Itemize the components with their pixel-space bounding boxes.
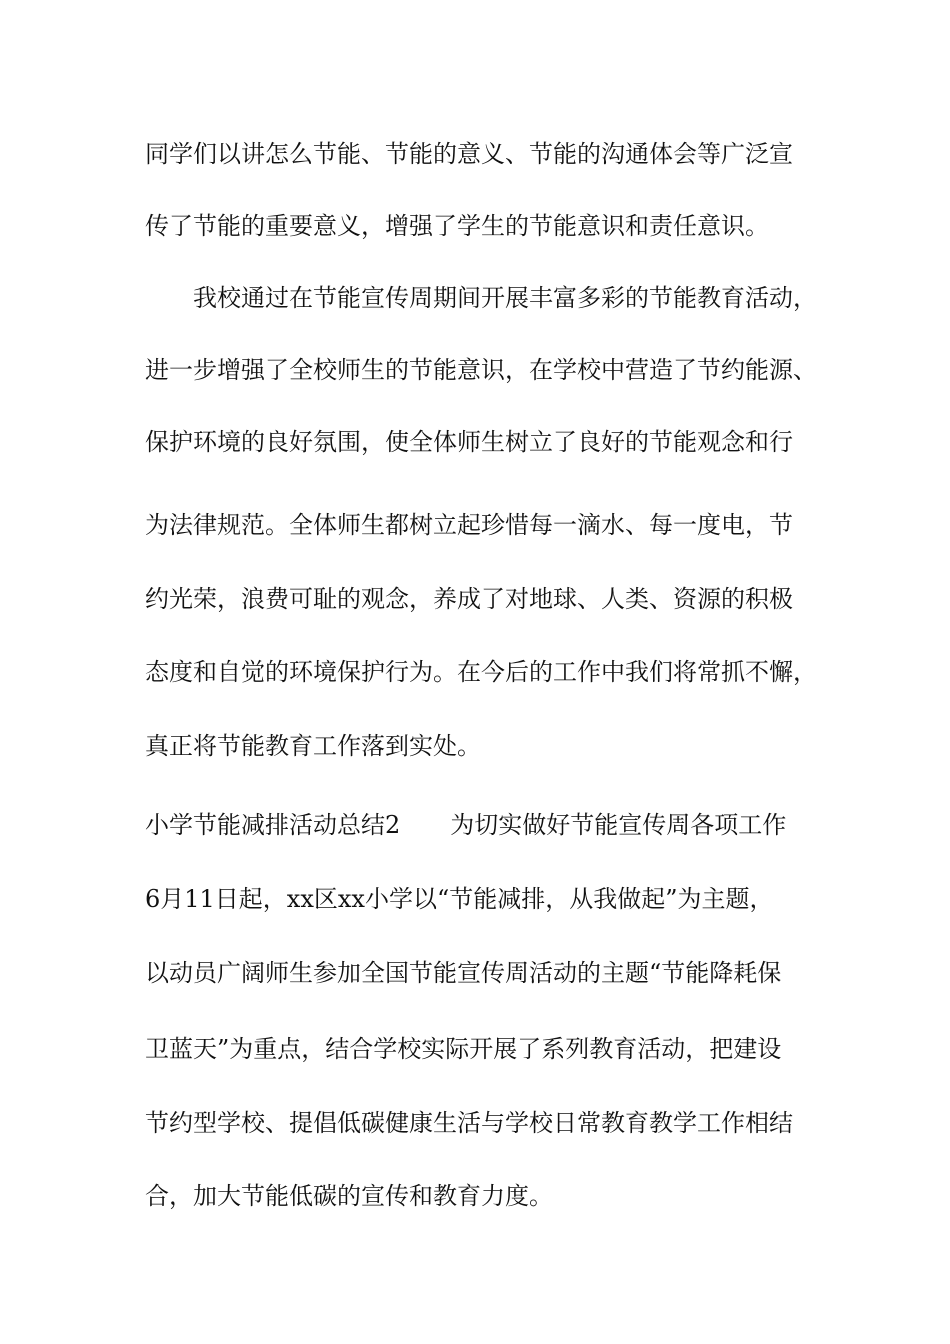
paragraph-line: 6月11日起，xx区xx小学以“节能减排，从我做起”为主题，: [145, 885, 774, 913]
section-lead: 为切实做好节能宣传周各项工作: [450, 811, 787, 839]
paragraph-line: 传了节能的重要意义，增强了学生的节能意识和责任意识。: [145, 212, 769, 240]
paragraph-line: 真正将节能教育工作落到实处。: [145, 732, 481, 760]
paragraph-line: 为法律规范。全体师生都树立起珍惜每一滴水、每一度电，节: [145, 511, 793, 539]
paragraph-line: 进一步增强了全校师生的节能意识，在学校中营造了节约能源、: [145, 356, 817, 384]
paragraph-line: 保护环境的良好氛围，使全体师生树立了良好的节能观念和行: [145, 428, 793, 456]
paragraph-line: 约光荣，浪费可耻的观念，养成了对地球、人类、资源的积极: [145, 585, 793, 613]
paragraph-line: 节约型学校、提倡低碳健康生活与学校日常教育教学工作相结: [145, 1109, 793, 1137]
paragraph-line: 我校通过在节能宣传周期间开展丰富多彩的节能教育活动，: [193, 284, 817, 312]
paragraph-line: 以动员广阔师生参加全国节能宣传周活动的主题“节能降耗保: [145, 959, 782, 987]
section-heading-line: [145, 810, 845, 840]
paragraph-line: 态度和自觉的环境保护行为。在今后的工作中我们将常抓不懈，: [145, 658, 817, 686]
paragraph-line: 同学们以讲怎么节能、节能的意义、节能的沟通体会等广泛宣: [145, 140, 793, 168]
paragraph-line: 卫蓝天”为重点，结合学校实际开展了系列教育活动，把建设: [145, 1035, 782, 1063]
paragraph-line: 合，加大节能低碳的宣传和教育力度。: [145, 1182, 553, 1210]
section-title: 小学节能减排活动总结2: [145, 811, 401, 839]
